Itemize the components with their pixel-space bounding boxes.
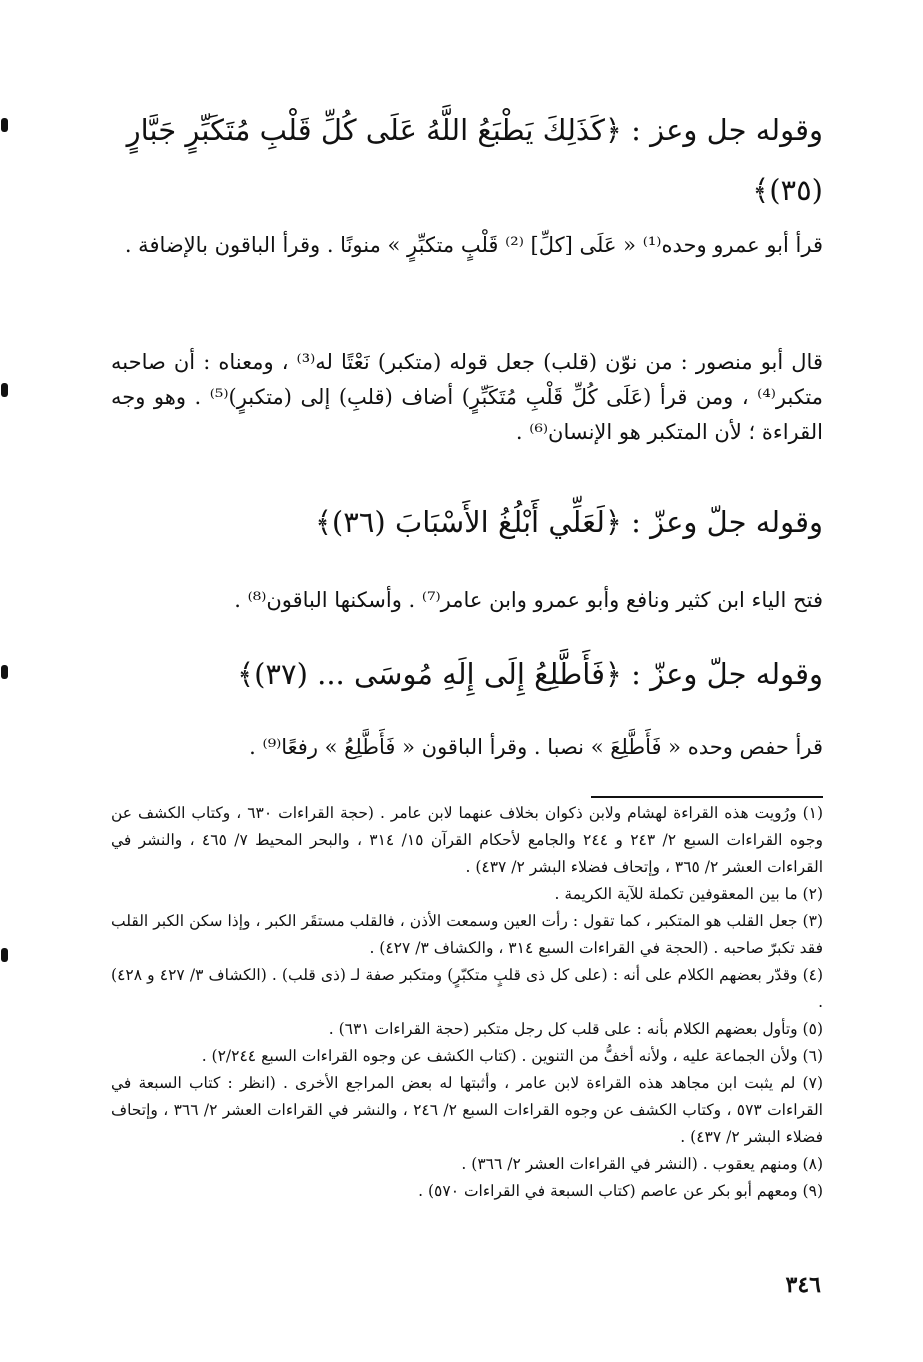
footnote: (٨) ومنهم يعقوب . (النشر في القراءات العشر ٢/ ٣٦٦) . [461, 1155, 823, 1173]
margin-mark [1, 948, 8, 962]
page-number: ٣٤٦ [785, 1272, 821, 1298]
footnotes-list [111, 800, 823, 1205]
footnote: (٧) لم يثبت ابن مجاهد هذه القراءة لابن عامر ، وأثبتها له بعض المراجع الأخرى . (انظر : كتاب السبعة في القراءات ٥٧٣ ، وكتاب الكشف عن وجوه القراءات السبع ٢/ ٢٤٦ ، والنشر في القراءات العشر ٢/ ٣٦٦ ، وإتحاف فضلاء البشر ٢/ ٤٣٧) . [111, 1074, 823, 1146]
margin-mark [1, 383, 8, 397]
footnote: (٥) وتأول بعضهم الكلام بأنه : على قلب كل رجل متكبر (حجة القراءات ٦٣١) . [328, 1020, 823, 1038]
margin-mark [1, 118, 8, 132]
commentary-paragraph: قال أبو منصور : من نوّن (قلب) جعل قوله (متكبر) نَعْتًا له⁽³⁾ ، ومعناه : أن صاحبه متكبر⁽⁴⁾ ، ومن قرأ (عَلَى كُلِّ قَلْبِ مُتَكَبِّرٍ) أضاف (قلبِ) إلى (متكبرٍ)⁽⁵⁾ . وهو وجه القراءة ؛ لأن المتكبر هو الإنسان⁽⁶⁾ . [111, 350, 823, 444]
footnote: (٦) ولأن الجماعة عليه ، ولأنه أخفُّ من التنوين . (كتاب الكشف عن وجوه القراءات السبع ٢/٢٤٤) . [201, 1047, 823, 1065]
reading-paragraph-2: فتح الياء ابن كثير ونافع وأبو عمرو وابن عامر⁽⁷⁾ . وأسكنها الباقون⁽⁸⁾ . [234, 588, 823, 612]
footnote: (١) ورُويت هذه القراءة لهشام ولابن ذكوان بخلاف عنهما لابن عامر . (حجة القراءات ٦٣٠ ، وكتاب الكشف عن وجوه القراءات السبع ٢/ ٢٤٣ و ٢٤٤ والجامع لأحكام القرآن ١٥/ ٣١٤ ، والبحر المحيط ٧/ ٤٦٥ ، والنشر في القراءات العشر ٢/ ٣٦٥ ، وإتحاف فضلاء البشر ٢/ ٤٣٧) . [111, 804, 824, 876]
quran-verse-37: وقوله جلّ وعزّ : ﴿فَأَطَّلِعُ إِلَى إِلَهِ مُوسَى ... (٣٧)﴾ [237, 657, 823, 691]
footnote: (٢) ما بين المعقوفين تكملة للآية الكريمة . [554, 885, 823, 903]
reading-paragraph-3: قرأ حفص وحده « فَأَطَّلِعَ » نصبا . وقرأ الباقون « فَأَطَّلِعُ » رفعًا⁽⁹⁾ . [249, 735, 823, 759]
footnote-separator [591, 796, 823, 798]
quran-verse-35: وقوله جل وعز : ﴿كَذَلِكَ يَطْبَعُ اللَّهُ عَلَى كُلِّ قَلْبِ مُتَكَبِّرٍ جَبَّارٍ (٣٥)﴾ [126, 113, 823, 207]
quran-verse-36: وقوله جلّ وعزّ : ﴿لَعَلِّي أَبْلُغُ الأَسْبَابَ (٣٦)﴾ [314, 505, 823, 539]
footnote: (٩) ومعهم أبو بكر عن عاصم (كتاب السبعة في القراءات ٥٧٠) . [418, 1182, 823, 1200]
footnote: (٤) وقدّر بعضهم الكلام على أنه : (على كل ذى قلبٍ متكبّرٍ) ومتكبر صفة لـ (ذى قلب) . (الكشاف ٣/ ٤٢٧ و ٤٢٨) . [111, 966, 824, 1011]
margin-mark [1, 665, 8, 679]
footnote: (٣) جعل القلب هو المتكبر ، كما تقول : رأت العين وسمعت الأذن ، فالقلب مستقَر الكبر ، وإذا سكن الكبر القلب فقد تكبرّ صاحبه . (الحجة في القراءات السبع ٣١٤ ، والكشاف ٣/ ٤٢٧) . [111, 912, 823, 957]
reading-paragraph-1: قرأ أبو عمرو وحده⁽¹⁾ « عَلَى [كلِّ] ⁽²⁾ قَلْبٍ متكبِّرٍ » منونًا . وقرأ الباقون بالإضافة . [124, 233, 823, 257]
